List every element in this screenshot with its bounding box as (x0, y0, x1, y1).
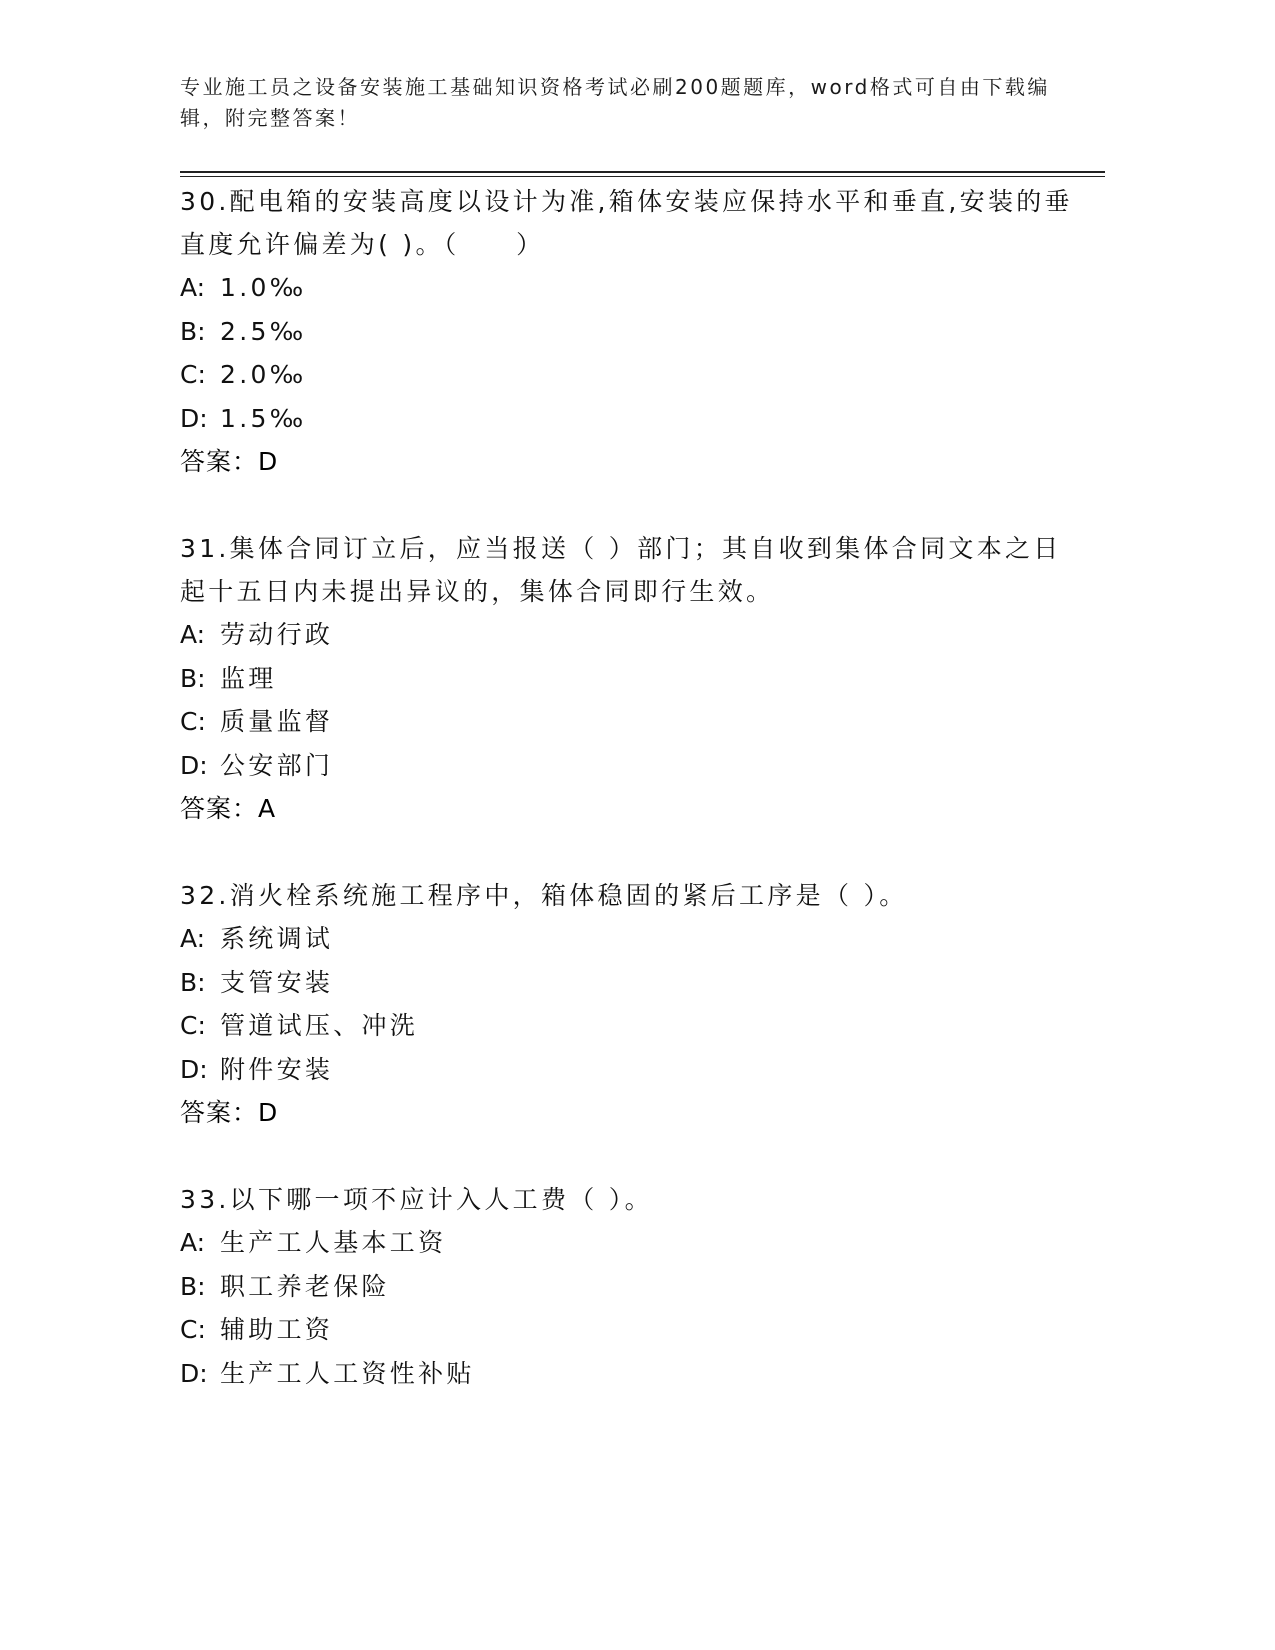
option-text: 监理 (220, 663, 277, 693)
option-letter: D: (180, 1054, 208, 1084)
option-text: 1.0‰ (220, 273, 307, 302)
option-d (180, 1352, 1080, 1396)
option-letter: A: (180, 620, 206, 649)
question-stem: 31.集体合同订立后，应当报送（ ）部门；其自收到集体合同文本之日起十五日内未提出异议的，集体合同即行生效。 (180, 534, 1062, 606)
option-d (180, 397, 1080, 441)
option-letter: C: (180, 1315, 206, 1344)
option-text: 辅助工资 (220, 1315, 334, 1344)
option-c (180, 1004, 1080, 1048)
option-b (180, 657, 1080, 701)
header-title: 专业施工员之设备安装施工基础知识资格考试必刷200题题库，word格式可自由下载编辑，附完整答案！ (180, 75, 1050, 130)
header-divider-thin (180, 176, 1105, 177)
question-list (180, 180, 1080, 1395)
option-text: 1.5‰ (220, 403, 307, 433)
option-a (180, 613, 1080, 657)
option-a (180, 266, 1080, 310)
option-a (180, 1221, 1080, 1265)
question-stem: 33.以下哪一项不应计入人工费（ ）。 (180, 1185, 653, 1214)
option-letter: D: (180, 1358, 208, 1388)
option-letter: A: (180, 1228, 206, 1257)
option-text: 管道试压、冲洗 (220, 1011, 419, 1040)
option-letter: A: (180, 924, 206, 953)
option-b (180, 310, 1080, 354)
question-32 (180, 874, 1080, 1135)
option-letter: B: (180, 967, 206, 997)
option-text: 生产工人工资性补贴 (220, 1358, 475, 1388)
question-stem: 32.消火栓系统施工程序中，箱体稳固的紧后工序是（ ）。 (180, 881, 908, 910)
option-letter: D: (180, 750, 208, 780)
option-d (180, 1048, 1080, 1092)
option-letter: B: (180, 1271, 206, 1301)
option-c (180, 700, 1080, 744)
option-text: 劳动行政 (220, 620, 334, 649)
option-text: 职工养老保险 (220, 1271, 390, 1301)
option-c (180, 1308, 1080, 1352)
option-letter: C: (180, 360, 206, 389)
answer-label: 答案：D (180, 1098, 279, 1127)
option-text: 公安部门 (220, 750, 334, 780)
option-text: 支管安装 (220, 967, 334, 997)
option-letter: C: (180, 1011, 206, 1040)
option-b (180, 961, 1080, 1005)
question-33 (180, 1178, 1080, 1395)
header-divider-thick (180, 171, 1105, 173)
option-b (180, 1265, 1080, 1309)
answer-label: 答案：A (180, 794, 277, 823)
question-stem: 30.配电箱的安装高度以设计为准,箱体安装应保持水平和垂直,安装的垂直度允许偏差为( )。（ ） (180, 187, 1073, 259)
option-text: 2.5‰ (220, 316, 307, 346)
option-letter: B: (180, 663, 206, 693)
question-31 (180, 527, 1080, 831)
option-letter: D: (180, 403, 208, 433)
document-header (180, 72, 1080, 134)
option-text: 质量监督 (220, 707, 334, 736)
option-text: 附件安装 (220, 1054, 334, 1084)
option-text: 生产工人基本工资 (220, 1228, 447, 1257)
answer-label: 答案：D (180, 447, 279, 476)
option-text: 系统调试 (220, 924, 334, 953)
option-letter: C: (180, 707, 206, 736)
question-30 (180, 180, 1080, 484)
option-a (180, 917, 1080, 961)
option-letter: A: (180, 273, 206, 302)
option-text: 2.0‰ (220, 360, 307, 389)
option-d (180, 744, 1080, 788)
option-c (180, 353, 1080, 397)
option-letter: B: (180, 316, 206, 346)
